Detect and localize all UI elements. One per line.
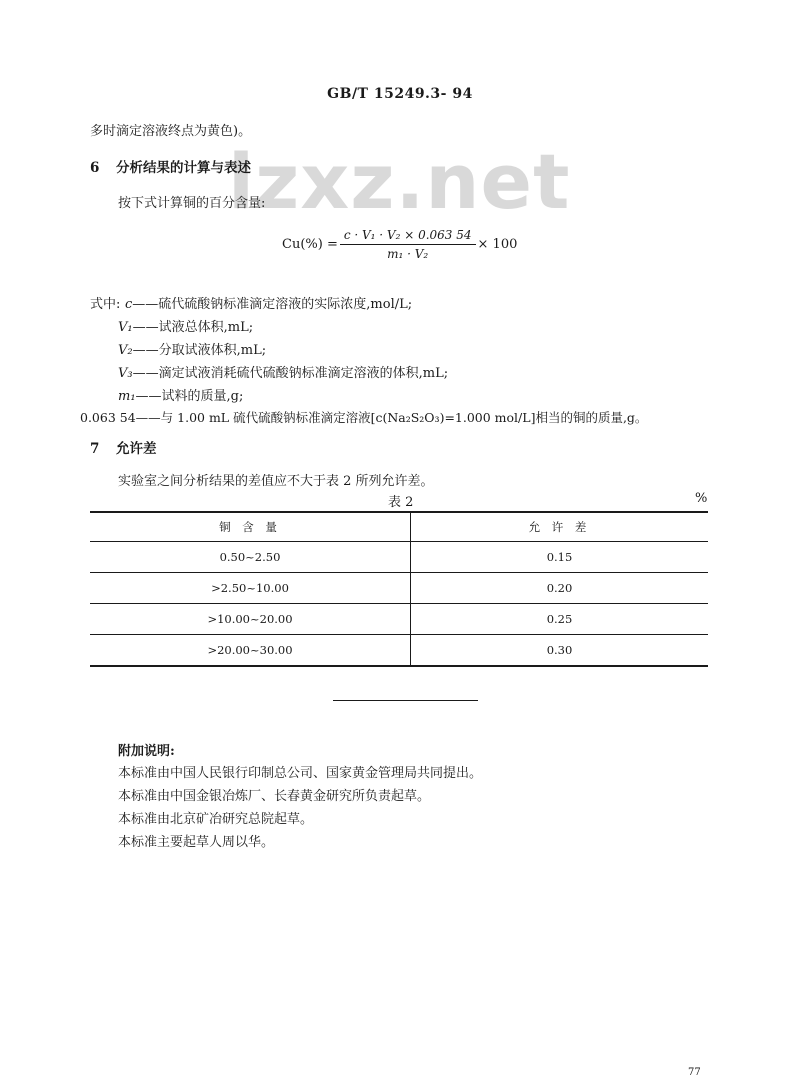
variable-desc: ——试液总体积,mL; xyxy=(132,320,254,335)
cell-tolerance: 0.25 xyxy=(411,604,709,635)
section-6-heading xyxy=(90,156,251,176)
variable-symbol: 0.063 54 xyxy=(80,410,136,425)
table-header-row xyxy=(90,512,708,542)
section-7-heading xyxy=(90,437,157,457)
additional-note-line: 本标准由北京矿冶研究总院起草。 xyxy=(118,812,314,827)
table-row xyxy=(90,542,708,573)
cell-tolerance: 0.30 xyxy=(546,643,573,657)
where-prefix: 式中: xyxy=(90,297,121,312)
table-caption: 表 2 xyxy=(388,495,414,510)
formula-rhs: × 100 xyxy=(477,237,518,252)
variable-symbol: c xyxy=(125,297,133,312)
additional-note-line: 本标准由中国金银冶炼厂、长春黄金研究所负责起草。 xyxy=(118,789,431,804)
section-7-lead: 实验室之间分析结果的差值应不大于表 2 所列允许差。 xyxy=(118,474,434,489)
variable-symbol: V₂ xyxy=(118,343,133,358)
cell-tolerance: 0.15 xyxy=(411,542,709,573)
formula-lhs: Cu(%) = xyxy=(282,237,338,252)
additional-notes-title: 附加说明: xyxy=(118,744,175,759)
tolerance-table xyxy=(90,511,708,667)
variable-desc: ——与 1.00 mL 硫代硫酸钠标准滴定溶液[c(Na₂S₂O₃)=1.000 mol/L]相当的铜的质量,g。 xyxy=(135,410,648,425)
section-6-number: 6 xyxy=(90,160,100,176)
section-6-lead: 按下式计算铜的百分含量: xyxy=(118,196,266,211)
variable-symbol: V₃ xyxy=(118,366,133,381)
table-unit: % xyxy=(695,491,708,506)
variable-m1 xyxy=(118,385,243,404)
variable-desc: ——滴定试液消耗硫代硫酸钠标准滴定溶液的体积,mL; xyxy=(132,366,449,381)
cell-tolerance: 0.20 xyxy=(411,573,709,604)
intro-line: 多时滴定溶液终点为黄色)。 xyxy=(90,124,252,139)
watermark: lzxz.net xyxy=(228,137,571,226)
cell-copper-content: 0.50~2.50 xyxy=(90,542,411,573)
table-row xyxy=(90,604,708,635)
formula-numerator: c · V₁ · V₂ × 0.063 54 xyxy=(343,228,472,242)
variable-constant xyxy=(80,408,647,426)
additional-note-line: 本标准由中国人民银行印制总公司、国家黄金管理局共同提出。 xyxy=(118,766,483,781)
variable-desc: ——硫代硫酸钠标准滴定溶液的实际浓度,mol/L; xyxy=(132,297,413,312)
formula-denominator: m₁ · V₂ xyxy=(340,244,476,261)
column-header-tolerance: 允 许 差 xyxy=(411,512,709,542)
variable-v1 xyxy=(118,316,253,335)
column-header-copper-content: 铜 含 量 xyxy=(90,512,411,542)
variable-symbol: m₁ xyxy=(118,389,136,404)
table-row xyxy=(90,573,708,604)
additional-note-line: 本标准主要起草人周以华。 xyxy=(118,835,275,850)
end-divider xyxy=(333,700,478,701)
variable-c xyxy=(125,293,412,312)
table-row xyxy=(90,635,708,667)
variable-v3 xyxy=(118,362,448,381)
page-number: 77 xyxy=(688,1067,701,1078)
variable-v2 xyxy=(118,339,266,358)
section-7-title: 允许差 xyxy=(116,441,157,457)
variable-symbol: V₁ xyxy=(118,320,133,335)
cell-copper-content: >20.00~30.00 xyxy=(90,635,411,667)
section-6-title: 分析结果的计算与表述 xyxy=(116,160,251,176)
cell-copper-content: >10.00~20.00 xyxy=(90,604,411,635)
variable-desc: ——分取试液体积,mL; xyxy=(132,343,267,358)
section-7-number: 7 xyxy=(90,441,100,457)
cell-copper-content: >2.50~10.00 xyxy=(90,573,411,604)
variable-desc: ——试料的质量,g; xyxy=(135,389,244,404)
formula-fraction xyxy=(342,228,474,261)
document-header: GB/T 15249.3- 94 xyxy=(327,86,473,102)
copper-formula xyxy=(282,228,517,261)
